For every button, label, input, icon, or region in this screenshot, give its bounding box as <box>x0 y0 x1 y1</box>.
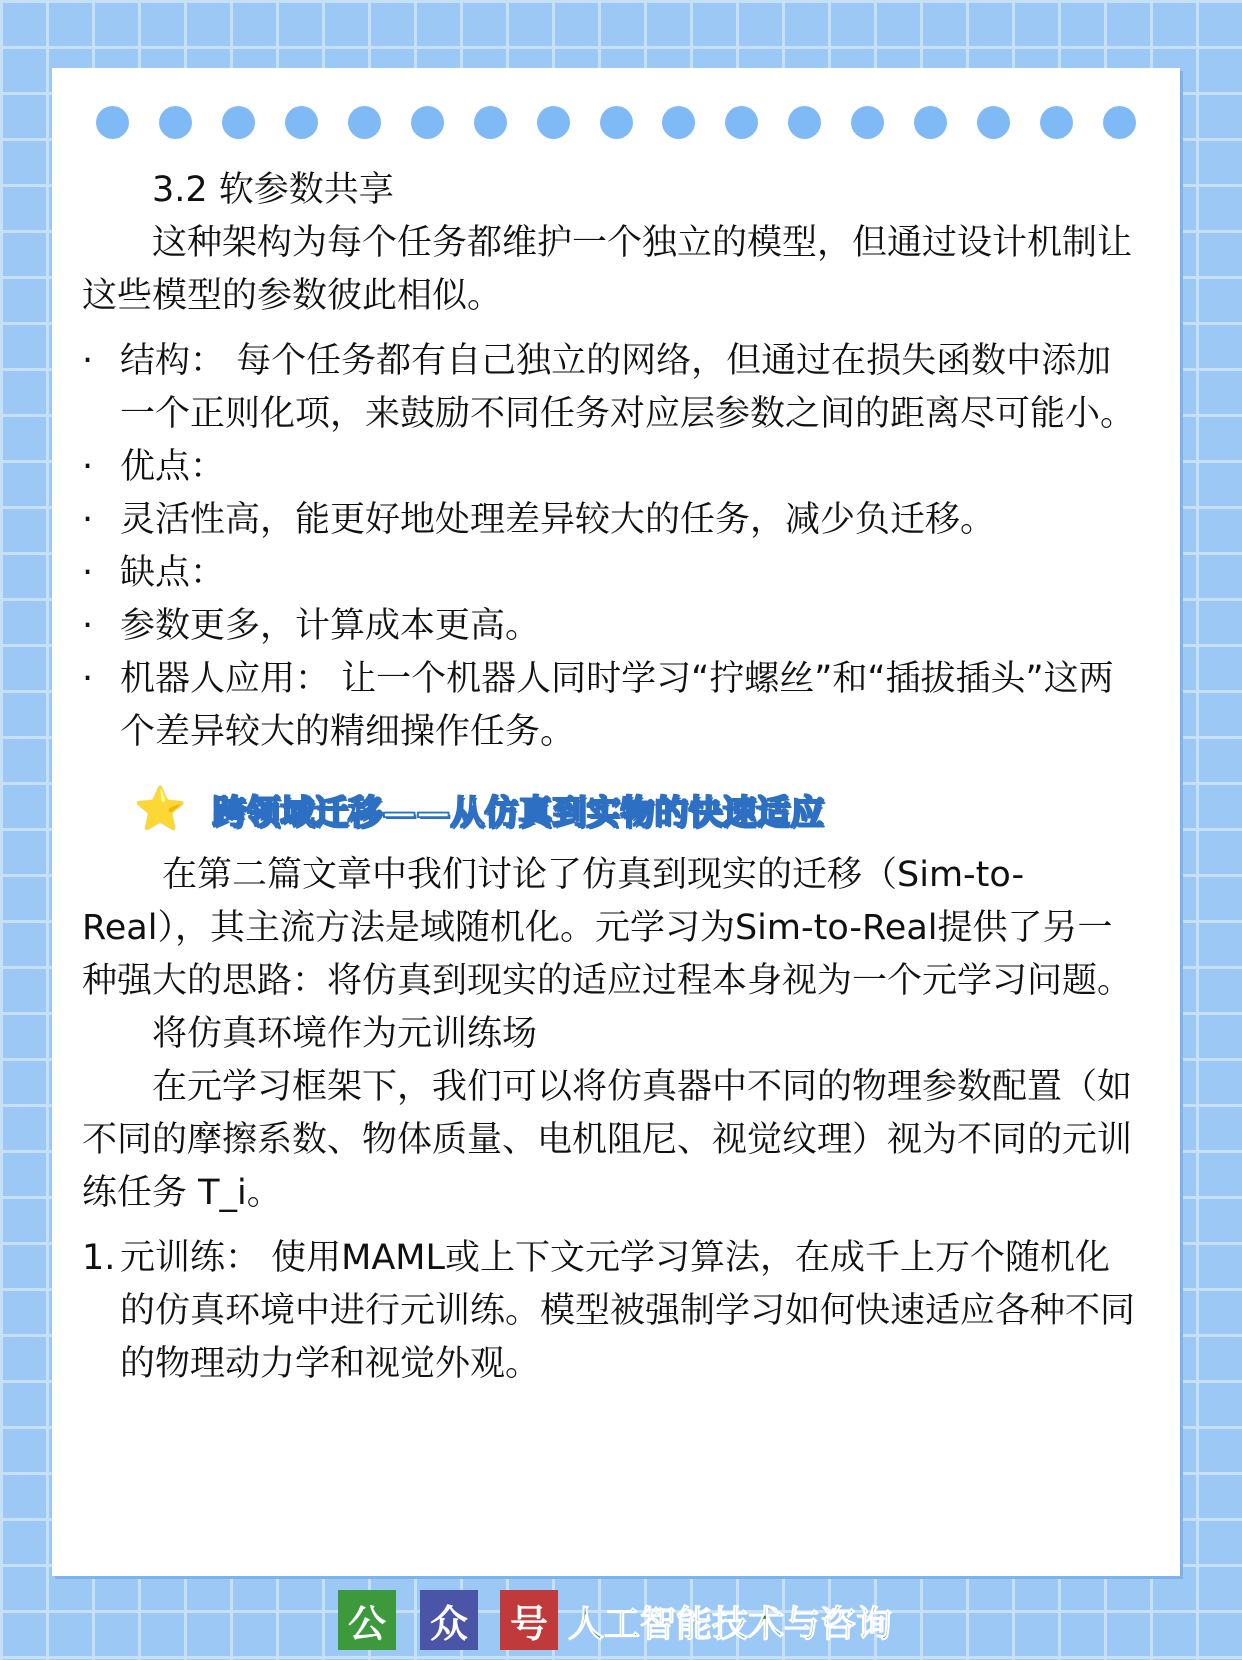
bullet-text: 参数更多，计算成本更高。 <box>120 606 541 646</box>
bullet-marker: · <box>82 553 94 593</box>
heading-text: 跨领域迁移——从仿真到实物的快速适应 <box>212 792 825 833</box>
footer-banner <box>0 1588 1242 1654</box>
bullet-text: 优点： <box>120 447 226 487</box>
bullet-item <box>82 653 1140 759</box>
badge-hao: 号 <box>500 1590 558 1650</box>
note-card <box>52 68 1180 1576</box>
binder-hole <box>285 106 318 139</box>
subheading: 将仿真环境作为元训练场 <box>152 1014 538 1054</box>
bullet-item <box>82 441 1140 494</box>
bullet-text: 结构： 每个任务都有自己独立的网络，但通过在损失函数中添加一个正则化项，来鼓励不同任务对应层参数之间的距离尽可能小。 <box>120 341 1136 434</box>
account-name: 人工智能技术与咨询 <box>568 1604 893 1645</box>
meta-training-paragraph: 在元学习框架下，我们可以将仿真器中不同的物理参数配置（如不同的摩擦系数、物体质量、电机阻尼、视觉纹理）视为不同的元训练任务 T_i。 <box>82 1067 1133 1213</box>
section-heading <box>134 779 1140 839</box>
bullet-text: 机器人应用： 让一个机器人同时学习“拧螺丝”和“插拔插头”这两个差异较大的精细操作任务。 <box>120 659 1114 752</box>
bullet-marker: · <box>82 606 94 646</box>
bullet-item <box>82 494 1140 547</box>
sim-to-real-paragraph: 在第二篇文章中我们讨论了仿真到现实的迁移（Sim-to-Real），其主流方法是域随机化。元学习为Sim-to-Real提供了另一种强大的思路：将仿真到现实的适应过程本身视为一个元学习问题。 <box>82 855 1133 1001</box>
intro-paragraph: 这种架构为每个任务都维护一个独立的模型，但通过设计机制让这些模型的参数彼此相似。 <box>82 223 1133 316</box>
article-body <box>82 164 1140 1391</box>
binder-hole <box>851 106 884 139</box>
binder-hole <box>1103 106 1136 139</box>
binder-hole <box>600 106 633 139</box>
bullet-text: 缺点： <box>120 553 226 593</box>
bullet-item <box>82 547 1140 600</box>
binder-hole <box>977 106 1010 139</box>
item-number: 1. <box>82 1238 116 1278</box>
binder-hole <box>474 106 507 139</box>
numbered-item <box>82 1232 1140 1391</box>
binder-hole <box>411 106 444 139</box>
bullet-item <box>82 335 1140 441</box>
bullet-item <box>82 600 1140 653</box>
binder-hole <box>1040 106 1073 139</box>
binder-hole <box>159 106 192 139</box>
bullet-marker: · <box>82 500 94 540</box>
bullet-text: 灵活性高，能更好地处理差异较大的任务，减少负迁移。 <box>120 500 996 540</box>
binder-hole <box>348 106 381 139</box>
binder-hole <box>725 106 758 139</box>
badge-zhong: 众 <box>420 1590 478 1650</box>
bullet-marker: · <box>82 659 94 699</box>
bullet-marker: · <box>82 447 94 487</box>
section-title: 3.2 软参数共享 <box>152 170 394 210</box>
binder-hole <box>537 106 570 139</box>
binder-hole <box>914 106 947 139</box>
badge-gong: 公 <box>338 1590 396 1650</box>
binder-holes <box>96 106 1136 142</box>
star-icon: ⭐ <box>134 784 187 833</box>
binder-hole <box>662 106 695 139</box>
binder-hole <box>788 106 821 139</box>
binder-hole <box>96 106 129 139</box>
item-text: 元训练： 使用MAML或上下文元学习算法，在成千上万个随机化的仿真环境中进行元训练。模型被强制学习如何快速适应各种不同的物理动力学和视觉外观。 <box>120 1238 1136 1384</box>
bullet-marker: · <box>82 341 94 381</box>
binder-hole <box>222 106 255 139</box>
